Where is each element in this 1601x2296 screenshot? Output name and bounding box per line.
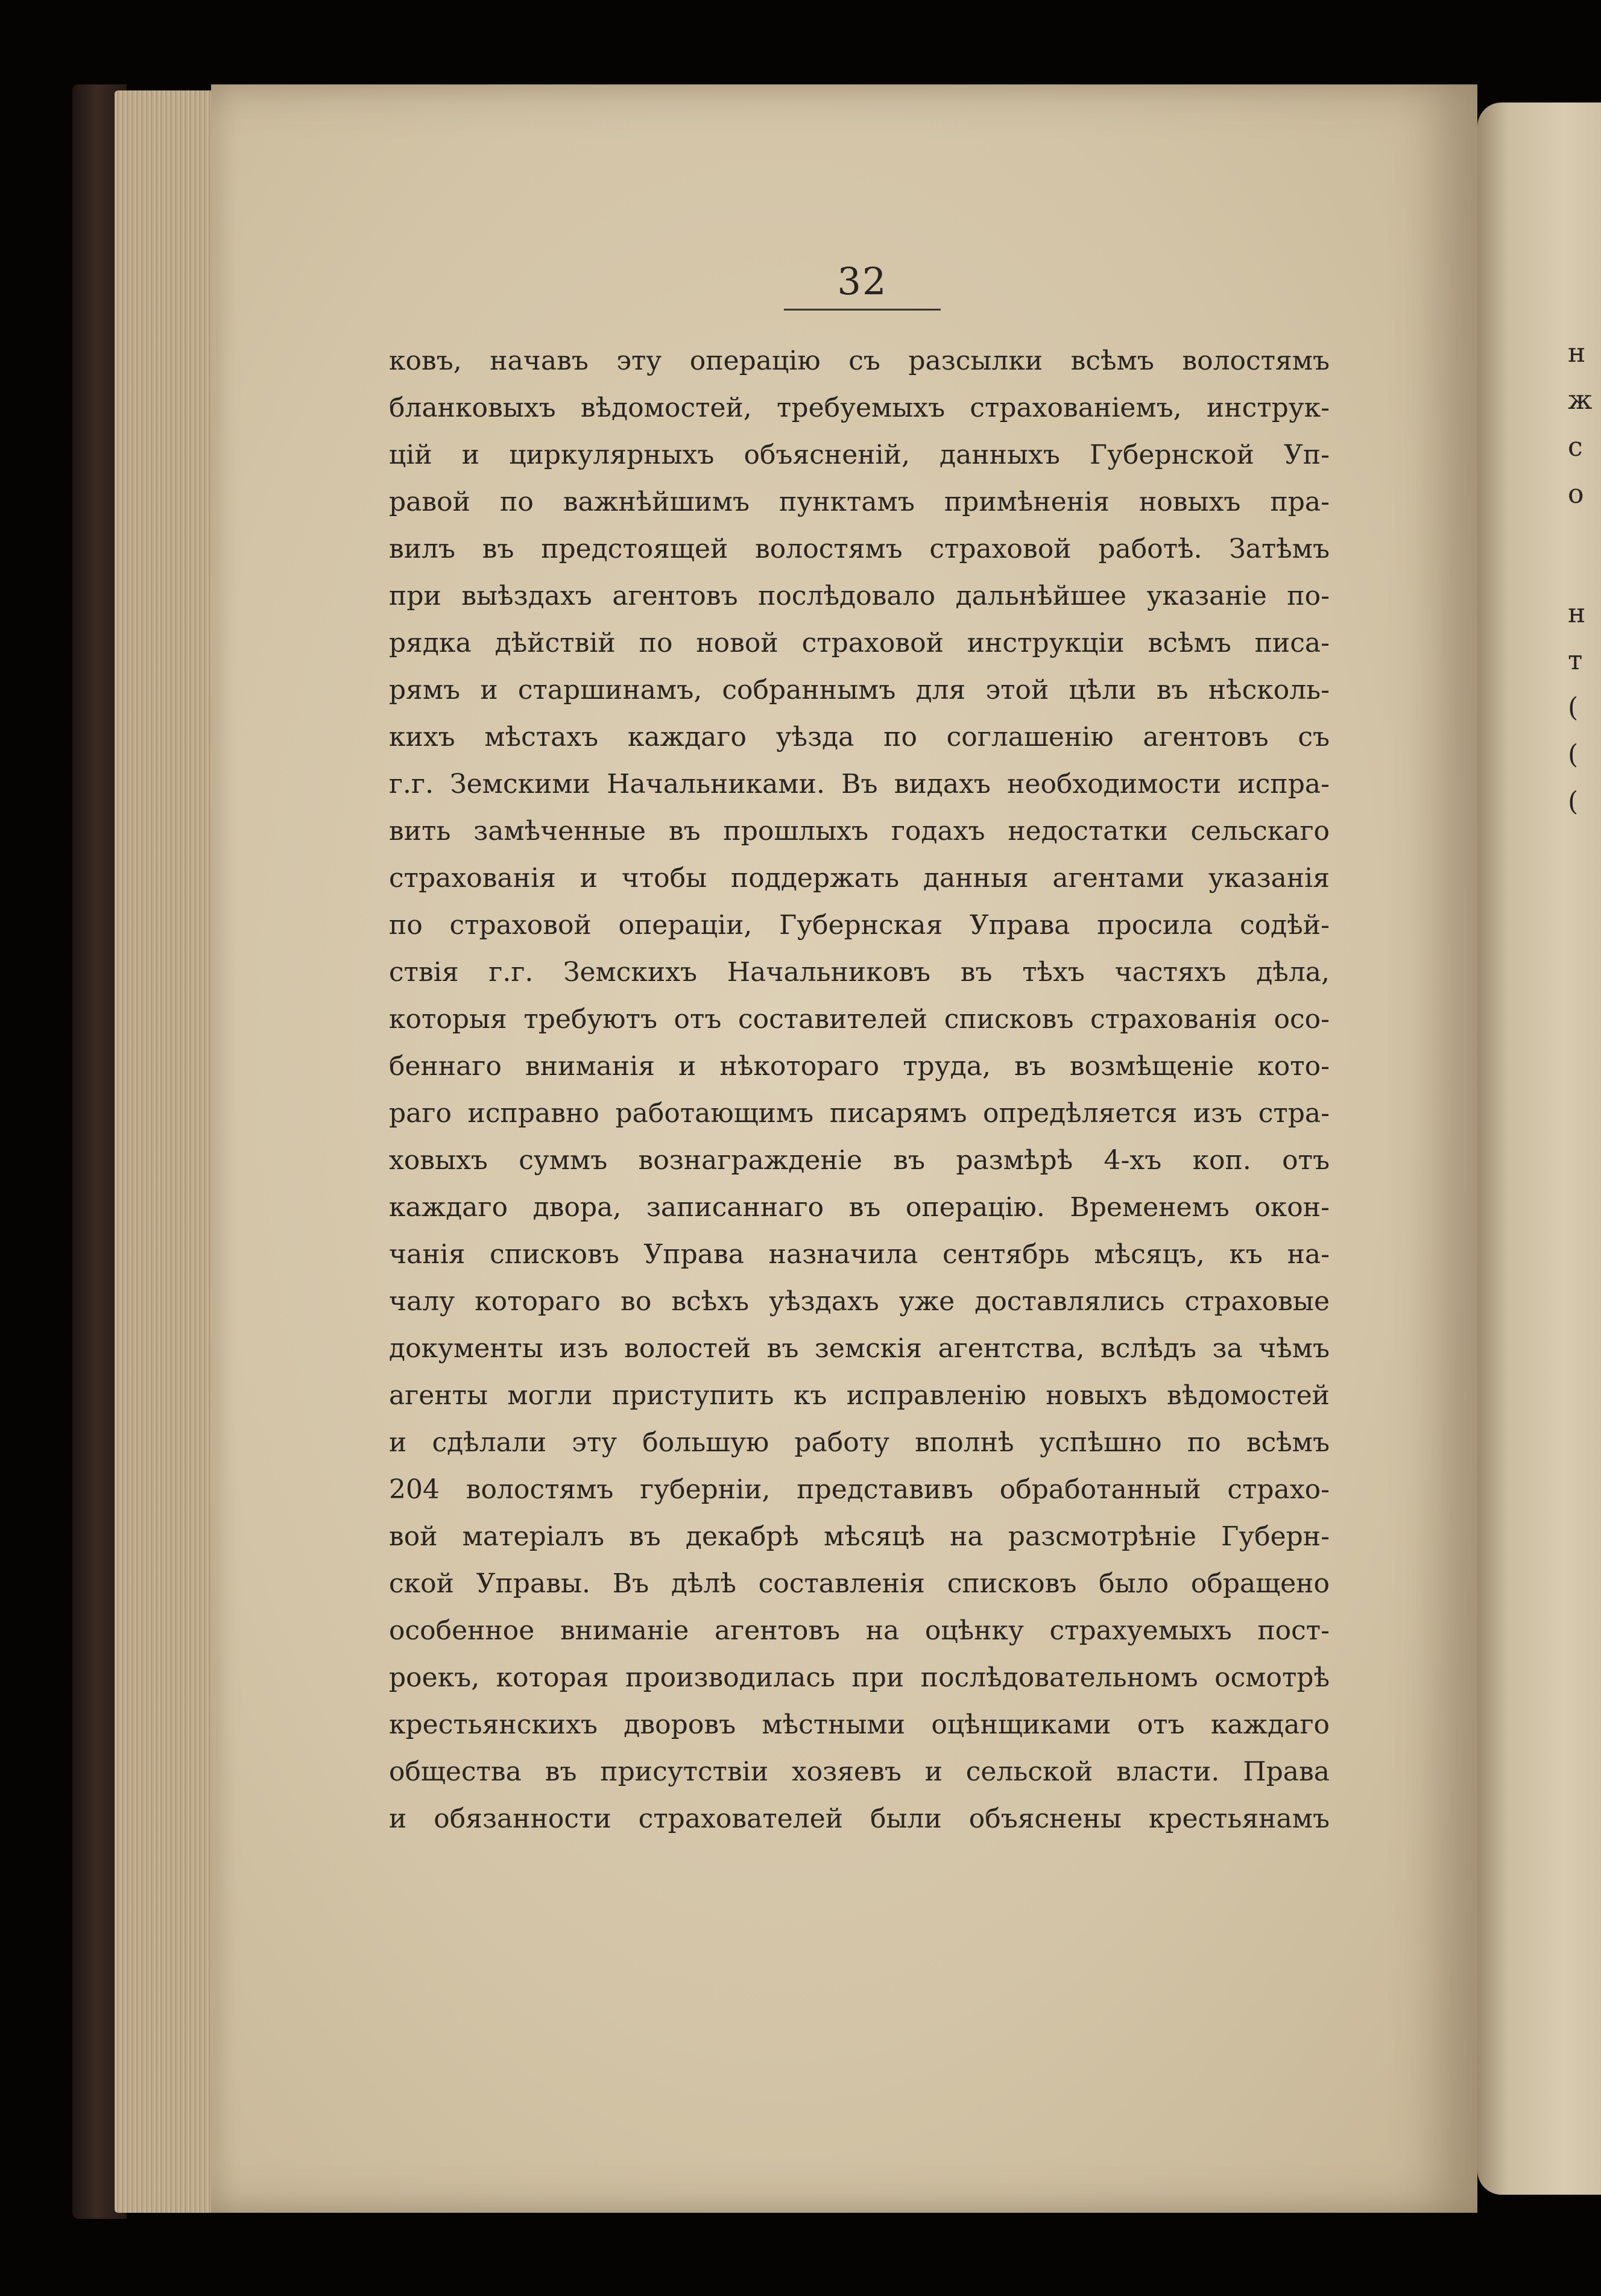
text-line: которыя требуютъ отъ составителей списковъ страхованія осо- xyxy=(389,1004,1330,1035)
text-line: вилъ въ предстоящей волостямъ страховой работѣ. Затѣмъ xyxy=(389,534,1330,564)
text-line: и обязанности страхователей были объяснены крестьянамъ xyxy=(389,1803,1330,1834)
text-line: вить замѣченные въ прошлыхъ годахъ недостатки сельскаго xyxy=(389,816,1330,847)
text-line: рядка дѣйствій по новой страховой инструкціи всѣмъ писа- xyxy=(389,628,1330,658)
text-line: бланковыхъ вѣдомостей, требуемыхъ страхованіемъ, инструк- xyxy=(389,393,1330,423)
facing-page-letter: т xyxy=(1568,645,1583,676)
text-line: ховыхъ суммъ вознагражденіе въ размѣрѣ 4-хъ коп. отъ xyxy=(389,1145,1330,1176)
text-line: каждаго двора, записаннаго въ операцію. Временемъ окон- xyxy=(389,1192,1330,1223)
page-number-rule xyxy=(784,309,941,311)
text-line: кихъ мѣстахъ каждаго уѣзда по соглашенію агентовъ съ xyxy=(389,722,1330,752)
facing-page-letter: ( xyxy=(1568,786,1579,817)
text-line: и сдѣлали эту большую работу вполнѣ успѣшно по всѣмъ xyxy=(389,1427,1330,1458)
text-line: чалу котораго во всѣхъ уѣздахъ уже доставлялись страховые xyxy=(389,1286,1330,1317)
facing-page-letter: ( xyxy=(1568,739,1579,770)
facing-page-letter: н xyxy=(1568,598,1586,629)
text-line: общества въ присутствіи хозяевъ и сельской власти. Права xyxy=(389,1756,1330,1787)
facing-page-letter: н xyxy=(1568,338,1586,368)
facing-page-letter: ( xyxy=(1568,692,1579,723)
page-number: 32 xyxy=(837,259,888,303)
facing-page-letter: ж xyxy=(1568,385,1593,415)
text-line: особенное вниманіе агентовъ на оцѣнку страхуемыхъ пост- xyxy=(389,1615,1330,1646)
text-line: равой по важнѣйшимъ пунктамъ примѣненія новыхъ пра- xyxy=(389,487,1330,517)
text-line: ской Управы. Въ дѣлѣ составленія списковъ было обращено xyxy=(389,1568,1330,1599)
text-line: агенты могли приступить къ исправленію новыхъ вѣдомостей xyxy=(389,1380,1330,1411)
text-line: беннаго вниманія и нѣкотораго труда, въ возмѣщеніе кото- xyxy=(389,1051,1330,1082)
text-line: раго исправно работающимъ писарямъ опредѣляется изъ стра- xyxy=(389,1098,1330,1129)
text-line: роекъ, которая производилась при послѣдовательномъ осмотрѣ xyxy=(389,1662,1330,1693)
facing-page-letter: о xyxy=(1568,479,1584,509)
text-line: рямъ и старшинамъ, собраннымъ для этой цѣли въ нѣсколь- xyxy=(389,675,1330,705)
text-line: цій и циркулярныхъ объясненій, данныхъ Губернской Уп- xyxy=(389,440,1330,470)
facing-page xyxy=(1477,102,1601,2195)
text-line: чанія списковъ Управа назначила сентябрь мѣсяцъ, къ на- xyxy=(389,1239,1330,1270)
text-line: ковъ, начавъ эту операцію съ разсылки всѣмъ волостямъ xyxy=(389,345,1330,376)
page-body-text xyxy=(389,338,1330,1843)
text-line: документы изъ волостей въ земскія агентства, вслѣдъ за чѣмъ xyxy=(389,1333,1330,1364)
text-line: страхованія и чтобы поддержать данныя агентами указанія xyxy=(389,863,1330,894)
text-line: при выѣздахъ агентовъ послѣдовало дальнѣйшее указаніе по- xyxy=(389,581,1330,611)
text-line: крестьянскихъ дворовъ мѣстными оцѣнщиками отъ каждаго xyxy=(389,1709,1330,1740)
facing-page-letter: с xyxy=(1568,432,1583,462)
text-line: 204 волостямъ губерніи, представивъ обработанный страхо- xyxy=(389,1474,1330,1505)
text-line: ствія г.г. Земскихъ Начальниковъ въ тѣхъ частяхъ дѣла, xyxy=(389,957,1330,988)
text-line: г.г. Земскими Начальниками. Въ видахъ необходимости испра- xyxy=(389,769,1330,800)
text-line: вой матеріалъ въ декабрѣ мѣсяцѣ на разсмотрѣніе Губерн- xyxy=(389,1521,1330,1552)
text-line: по страховой операціи, Губернская Управа просила содѣй- xyxy=(389,910,1330,941)
